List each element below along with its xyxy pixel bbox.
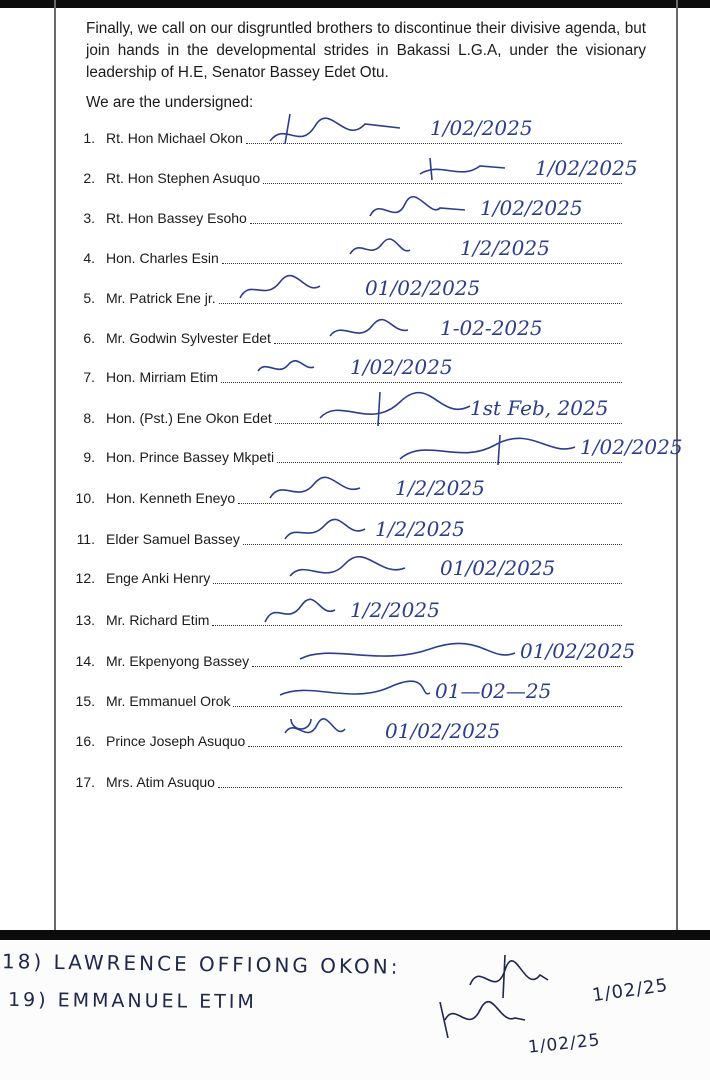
signatory-number: 2. — [83, 170, 95, 186]
signature-mark — [0, 556, 710, 586]
signatory-number: 12. — [75, 570, 95, 586]
signatory-number: 5. — [83, 290, 95, 306]
signature-date: 1/2/2025 — [375, 517, 465, 541]
signatory-row — [0, 435, 710, 479]
signatory-name: Mr. Patrick Ene jr. — [106, 290, 216, 306]
signature-mark — [0, 316, 710, 346]
handwritten-signatures — [0, 940, 710, 1080]
signatory-number: 1. — [83, 130, 95, 146]
signatory-name: Enge Anki Henry — [106, 570, 211, 586]
signatory-name: Elder Samuel Bassey — [106, 531, 240, 547]
handwritten-entry-18: 18) LAWRENCE OFFIONG OKON: — [1, 949, 401, 979]
signature-date: 1/02/2025 — [535, 156, 638, 180]
page-separator — [0, 930, 710, 940]
signatory-number: 3. — [83, 210, 95, 226]
signatory-name: Rt. Hon Bassey Esoho — [106, 210, 247, 226]
signature-mark — [0, 156, 710, 186]
signatory-name: Hon. Mirriam Etim — [106, 369, 219, 385]
signatory-row — [0, 719, 710, 763]
signature-date: 1/02/2025 — [580, 435, 683, 459]
signature-mark — [0, 719, 710, 749]
handwritten-entry-19: 19) EMMANUEL ETIM — [7, 988, 257, 1014]
signature-date: 1/2/2025 — [460, 236, 550, 260]
signature-mark — [0, 639, 710, 669]
signature-line — [218, 787, 622, 788]
signature-mark — [0, 598, 710, 628]
signatory-number: 7. — [83, 369, 95, 385]
signatory-row — [0, 355, 710, 399]
handwritten-date-19: 1/02/25 — [527, 1030, 602, 1058]
signature-mark — [0, 476, 710, 506]
signatory-number: 15. — [75, 693, 95, 709]
undersigned-heading: We are the undersigned: — [86, 94, 254, 111]
signature-date: 01/02/2025 — [440, 556, 556, 580]
signatory-number: 11. — [76, 531, 95, 547]
signature-date: 1/02/2025 — [430, 116, 533, 140]
signatory-name: Rt. Hon Stephen Asuquo — [106, 170, 261, 186]
signatory-row — [0, 774, 710, 804]
intro-paragraph: Finally, we call on our disgruntled brothers to discontinue their divisive agenda, but join hands in the developmental strides in Bakassi L.G.A, under the visionary leadership of H.E, Senator Bassey Edet Otu. — [86, 20, 646, 81]
handwritten-date-18: 1/02/25 — [590, 974, 670, 1007]
signatory-row — [0, 476, 710, 520]
signature-mark — [0, 396, 710, 426]
signature-mark — [0, 116, 710, 146]
signatory-name: Mr. Richard Etim — [106, 612, 210, 628]
signature-date: 1-02-2025 — [440, 316, 543, 340]
signatory-number: 9. — [83, 449, 95, 465]
signatory-row — [0, 556, 710, 600]
signatory-name: Hon. Kenneth Eneyo — [106, 490, 236, 506]
signatory-row — [0, 598, 710, 642]
signature-date: 01/02/2025 — [385, 719, 501, 743]
signature-date: 01/02/2025 — [365, 276, 481, 300]
signatory-name: Mr. Emmanuel Orok — [106, 693, 231, 709]
signatory-name: Hon. Charles Esin — [106, 250, 219, 266]
signature-mark — [0, 355, 710, 385]
signature-mark — [0, 517, 710, 547]
signatory-number: 10. — [75, 490, 95, 506]
signatory-name: Hon. Prince Bassey Mkpeti — [106, 449, 275, 465]
signature-date: 1st Feb, 2025 — [470, 396, 609, 420]
signature-date: 1/02/2025 — [350, 355, 453, 379]
signatory-name: Mrs. Atim Asuquo — [106, 774, 215, 790]
signature-date: 01/02/2025 — [520, 639, 636, 663]
signatory-number: 6. — [83, 330, 95, 346]
signatory-number: 4. — [83, 250, 95, 266]
signature-mark — [0, 435, 710, 465]
signatory-name: Hon. (Pst.) Ene Okon Edet — [106, 410, 272, 426]
signatory-number: 16. — [75, 733, 95, 749]
signature-date: 01—02—25 — [435, 679, 552, 703]
signatory-name: Rt. Hon Michael Okon — [106, 130, 243, 146]
signatory-name: Mr. Ekpenyong Bassey — [106, 653, 250, 669]
signatory-number: 14. — [75, 653, 95, 669]
signature-mark — [0, 276, 710, 306]
signature-date: 1/2/2025 — [350, 598, 440, 622]
signature-date: 1/2/2025 — [395, 476, 485, 500]
signatory-number: 13. — [75, 612, 95, 628]
signature-mark — [0, 679, 710, 709]
signature-mark — [0, 236, 710, 266]
signature-mark — [0, 196, 710, 226]
signatory-number: 8. — [83, 410, 95, 426]
top-dark-strip — [0, 0, 710, 8]
signatory-name: Prince Joseph Asuquo — [106, 733, 246, 749]
handwritten-addendum — [0, 940, 710, 1080]
signatory-name: Mr. Godwin Sylvester Edet — [106, 330, 271, 346]
signatory-number: 17. — [75, 774, 95, 790]
signature-date: 1/02/2025 — [480, 196, 583, 220]
